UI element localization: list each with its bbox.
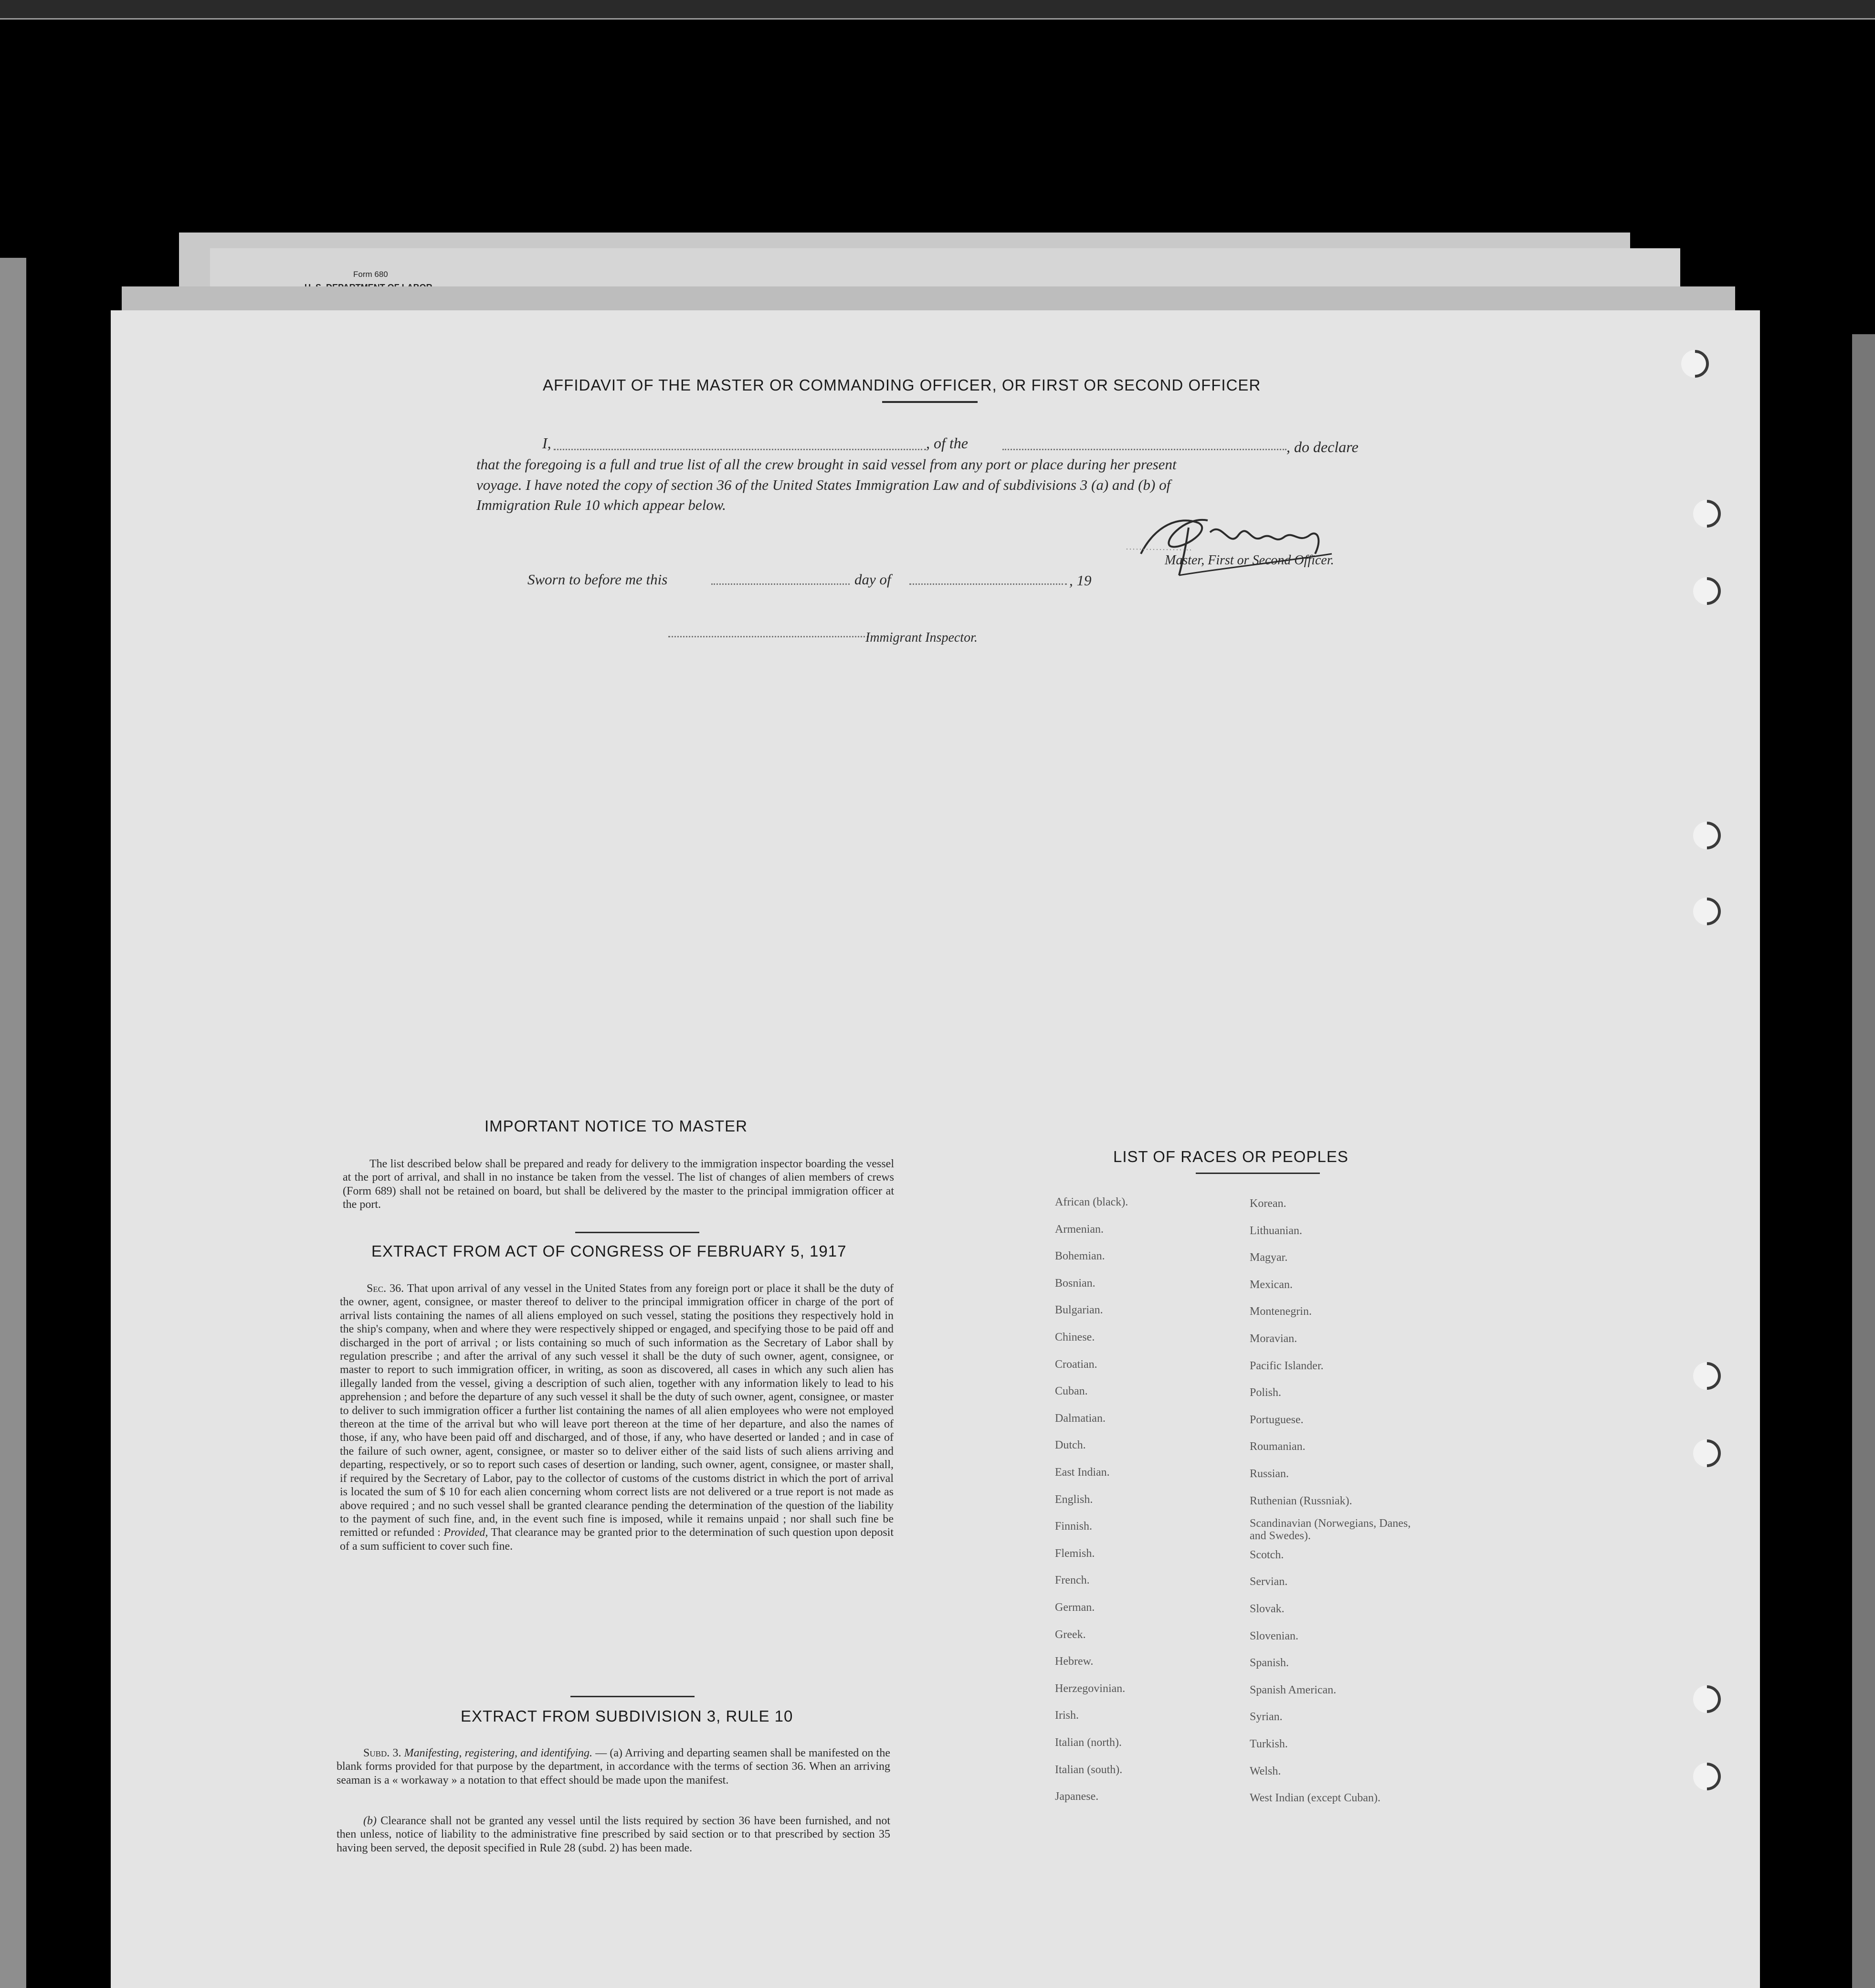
affidavit-i: I, xyxy=(542,434,551,452)
race-item: Roumanian. xyxy=(1250,1440,1306,1453)
race-item: Bosnian. xyxy=(1055,1277,1096,1290)
act-section-label: Sec. 36. xyxy=(367,1282,404,1295)
race-item: Slovenian. xyxy=(1250,1629,1298,1642)
race-item: Magyar. xyxy=(1250,1251,1288,1264)
rule-subd-heading: Manifesting, registering, and identifying. xyxy=(404,1747,592,1759)
race-item: Servian. xyxy=(1250,1576,1288,1588)
rule-b-text: Clearance shall not be granted any vessel until the lists required by section 36 have been furnished, and not then unless, notice of liability to the administrative fine prescribed by said section or to that prescribed by section 35 having been served, the deposit specified in Rule 28 (subd. 2) has been made. xyxy=(337,1815,891,1854)
race-item: Welsh. xyxy=(1250,1765,1281,1777)
act-title: EXTRACT FROM ACT OF CONGRESS OF FEBRUARY 5, 1917 xyxy=(371,1242,847,1260)
race-item: Moravian. xyxy=(1250,1332,1297,1345)
races-divider xyxy=(1196,1173,1320,1174)
notice-text: The list described below shall be prepared and ready for delivery to the immigration inspector boarding the vessel at the port of arrival, and shall in no instance be taken from the vessel. The list of changes of alien members of crews (Form 689) shall not be retained on board, but shall be delivered by the master to the principal immigration officer at the port. xyxy=(343,1158,894,1211)
race-item: French. xyxy=(1055,1574,1090,1587)
form-number: Form 680 xyxy=(353,270,388,279)
act-text-end: That clearance may be granted prior to the determination of such question upon deposit of a sum sufficient to cover such fine. xyxy=(340,1526,894,1553)
race-item: Scotch. xyxy=(1250,1548,1284,1561)
scanner-top-strip xyxy=(0,0,1875,20)
race-item: Japanese. xyxy=(1055,1790,1099,1803)
race-item: Croatian. xyxy=(1055,1358,1097,1371)
race-item: Portuguese. xyxy=(1250,1413,1304,1426)
act-text: That upon arrival of any vessel in the United States from any foreign port or place it shall be the duty of the owner, agent, consignee, or master thereof to deliver to the principal immigration officer in charge of the port of arrival lists containing the names of all aliens employed on such vessel, stating the positions they respectively hold in the ship's company, when and where they were respectively shipped or engaged, and specifying those to be paid off and discharged in the port of arrival ; or lists containing so much of such information as the Secretary of Labor shall by regulation prescribe ; and after the arrival of any such vessel it shall be the duty of such owner, agent, consignee, or master to report to such immigration officer, in writing, as soon as discovered, all cases in which any such alien has illegally landed from the vessel, giving a description of such alien, together with any information likely to lead to his apprehension ; and before the departure of any such vessel it shall be the duty of such owner, agent, consignee, or master to deliver to such immigration officer a further list containing the names of all alien employees who were not employed thereon at the time of the arrival but who will leave port thereon at the time of her departure, and also the names of those, if any, who have been paid off and discharged, and of those, if any, who have deserted or landed ; and in case of the failure of such owner, agent, consignee, or master so to deliver either of the said lists of such aliens arriving and departing, respectively, or so to report such cases of desertion or landing, such owner, agent, consignee, or master shall, if required by the Secretary of Labor, pay to the collector of customs of the customs district in which the port of arrival is located the sum of $ 10 for each alien concerning whom correct lists are not delivered or a true report is not made as above required ; and no such vessel shall be granted clearance pending the determination of the question of the liability to the payment of such fine, and, in the event such fine is imposed, while it remains unpaid ; nor shall such fine be remitted or refunded : xyxy=(340,1282,894,1539)
affidavit-of-the: , of the xyxy=(926,434,968,452)
race-item: Armenian. xyxy=(1055,1223,1104,1236)
affidavit-page xyxy=(111,310,1760,1988)
race-item: Greek. xyxy=(1055,1628,1086,1641)
race-item: Polish. xyxy=(1250,1386,1282,1399)
rule-subdivision-a xyxy=(337,1746,890,1787)
act-section-36 xyxy=(340,1282,894,1553)
race-item: East Indian. xyxy=(1055,1466,1110,1479)
affidavit-line-2: that the foregoing is a full and true list of all the crew brought in said vessel from any port or place during her present xyxy=(476,456,1177,473)
race-item: English. xyxy=(1055,1493,1093,1506)
act-provided-label: Provided, xyxy=(443,1526,488,1539)
race-item: Bulgarian. xyxy=(1055,1304,1103,1317)
race-item: Chinese. xyxy=(1055,1331,1095,1343)
race-item: Russian. xyxy=(1250,1468,1289,1480)
race-item: Korean. xyxy=(1250,1197,1286,1210)
rule-title: EXTRACT FROM SUBDIVISION 3, RULE 10 xyxy=(461,1707,793,1725)
race-item: Finnish. xyxy=(1055,1520,1093,1533)
signature-caption: Master, First or Second Officer. xyxy=(1165,553,1334,568)
vessel-name-blank xyxy=(1002,449,1286,450)
race-item: Herzegovinian. xyxy=(1055,1682,1126,1695)
race-item: Hebrew. xyxy=(1055,1655,1094,1668)
race-item: Syrian. xyxy=(1250,1711,1283,1724)
affidavit-title: AFFIDAVIT OF THE MASTER OR COMMANDING OFFICER, OR FIRST OR SECOND OFFICER xyxy=(543,376,1261,394)
notice-divider xyxy=(575,1232,699,1233)
race-item: Italian (north). xyxy=(1055,1736,1122,1749)
affidavit-do-declare: , do declare xyxy=(1286,438,1359,455)
rule-subdivision-b xyxy=(337,1814,890,1855)
affidavit-line-3: voyage. I have noted the copy of section 36 of the United States Immigration Law and of subdivisions 3 (a) and (b) of xyxy=(476,476,1171,493)
race-item: Irish. xyxy=(1055,1709,1079,1722)
master-name-blank xyxy=(554,449,926,450)
day-of-text: day of xyxy=(854,571,891,588)
race-item: West Indian (except Cuban). xyxy=(1250,1792,1380,1805)
title-divider xyxy=(882,401,978,403)
race-item: Turkish. xyxy=(1250,1738,1288,1750)
races-title: LIST OF RACES OR PEOPLES xyxy=(1113,1148,1348,1165)
race-item: Italian (south). xyxy=(1055,1763,1123,1776)
race-item: Spanish. xyxy=(1250,1657,1289,1670)
year-text: , 19 xyxy=(1069,572,1092,589)
act-divider xyxy=(570,1696,695,1697)
left-adjacent-page-edge xyxy=(0,258,26,1988)
race-item: Dutch. xyxy=(1055,1439,1086,1452)
race-item: Cuban. xyxy=(1055,1385,1088,1398)
race-item: German. xyxy=(1055,1601,1095,1614)
race-item: African (black). xyxy=(1055,1196,1128,1208)
notice-title: IMPORTANT NOTICE TO MASTER xyxy=(485,1117,748,1135)
sworn-day-blank xyxy=(711,583,850,585)
race-item: Mexican. xyxy=(1250,1278,1293,1291)
rule-subd-label: Subd. 3. xyxy=(363,1747,401,1759)
race-item: Bohemian. xyxy=(1055,1250,1105,1263)
race-item: Ruthenian (Russniak). xyxy=(1250,1494,1352,1507)
right-adjacent-page-edge xyxy=(1852,334,1875,1988)
race-item: Flemish. xyxy=(1055,1547,1095,1560)
sworn-month-blank xyxy=(909,583,1067,585)
race-item: Slovak. xyxy=(1250,1603,1285,1615)
rule-b-label: (b) xyxy=(363,1815,377,1827)
rule-a-text: — (a) Arriving and departing seamen shall be manifested on the blank forms provided for that purpose by the department, in accordance with the terms of section 36. When an arriving seaman is a « workaway » a notation to that effect should be made upon the manifest. xyxy=(337,1747,891,1787)
inspector-signature-blank xyxy=(668,636,869,637)
race-item: Lithuanian. xyxy=(1250,1224,1302,1237)
race-item: Dalmatian. xyxy=(1055,1412,1106,1425)
race-item: Spanish American. xyxy=(1250,1683,1337,1696)
sworn-text: Sworn to before me this xyxy=(527,571,668,588)
affidavit-line-4: Immigration Rule 10 which appear below. xyxy=(476,497,726,513)
handwritten-signature xyxy=(1127,497,1346,592)
race-item: Scandinavian (Norwegians, Danes, and Swedes). xyxy=(1250,1517,1411,1542)
race-item: Montenegrin. xyxy=(1250,1305,1312,1318)
race-item: Pacific Islander. xyxy=(1250,1359,1324,1372)
inspector-caption: Immigrant Inspector. xyxy=(865,630,978,645)
